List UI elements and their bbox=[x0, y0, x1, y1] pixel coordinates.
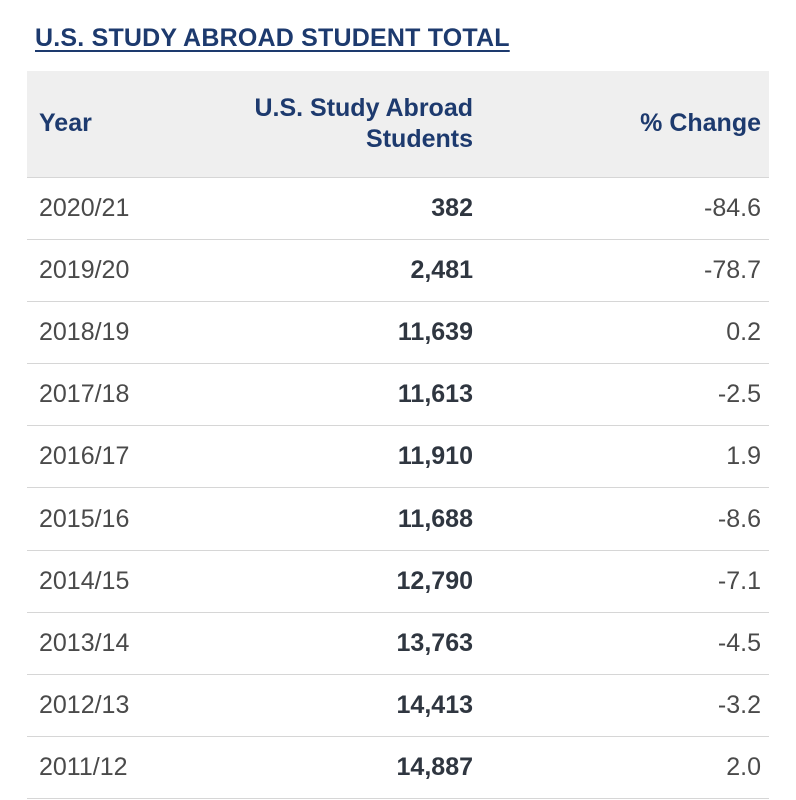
cell-change: 0.2 bbox=[475, 301, 769, 363]
cell-change: -78.7 bbox=[475, 239, 769, 301]
cell-year: 2013/14 bbox=[27, 612, 187, 674]
column-header-students-label: U.S. Study Abroad Students bbox=[254, 93, 473, 153]
cell-students: 11,613 bbox=[187, 364, 475, 426]
header-row bbox=[27, 71, 769, 177]
table-body bbox=[27, 177, 769, 799]
cell-students: 2,481 bbox=[187, 239, 475, 301]
cell-year: 2016/17 bbox=[27, 426, 187, 488]
cell-year: 2011/12 bbox=[27, 737, 187, 799]
table-header bbox=[27, 71, 769, 177]
cell-year: 2018/19 bbox=[27, 301, 187, 363]
cell-change: -4.5 bbox=[475, 612, 769, 674]
cell-students: 11,688 bbox=[187, 488, 475, 550]
cell-students: 11,910 bbox=[187, 426, 475, 488]
cell-change: -2.5 bbox=[475, 364, 769, 426]
cell-change: 2.0 bbox=[475, 737, 769, 799]
cell-change: -84.6 bbox=[475, 177, 769, 239]
cell-students: 14,413 bbox=[187, 675, 475, 737]
cell-year: 2012/13 bbox=[27, 675, 187, 737]
column-header-change: % Change bbox=[475, 71, 769, 177]
table-row bbox=[27, 426, 769, 488]
cell-year: 2015/16 bbox=[27, 488, 187, 550]
column-header-students bbox=[187, 71, 475, 177]
cell-students: 12,790 bbox=[187, 550, 475, 612]
cell-change: -8.6 bbox=[475, 488, 769, 550]
table-row bbox=[27, 612, 769, 674]
table-row bbox=[27, 488, 769, 550]
cell-year: 2020/21 bbox=[27, 177, 187, 239]
cell-students: 13,763 bbox=[187, 612, 475, 674]
table-row bbox=[27, 301, 769, 363]
cell-students: 14,887 bbox=[187, 737, 475, 799]
study-abroad-table bbox=[27, 71, 769, 799]
cell-year: 2017/18 bbox=[27, 364, 187, 426]
table-row bbox=[27, 177, 769, 239]
table-row bbox=[27, 239, 769, 301]
table-row bbox=[27, 675, 769, 737]
table-row bbox=[27, 737, 769, 799]
cell-change: -3.2 bbox=[475, 675, 769, 737]
cell-students: 382 bbox=[187, 177, 475, 239]
cell-change: -7.1 bbox=[475, 550, 769, 612]
cell-students: 11,639 bbox=[187, 301, 475, 363]
cell-year: 2019/20 bbox=[27, 239, 187, 301]
table-row bbox=[27, 550, 769, 612]
cell-year: 2014/15 bbox=[27, 550, 187, 612]
table-row bbox=[27, 364, 769, 426]
table-title: U.S. STUDY ABROAD STUDENT TOTAL bbox=[35, 24, 510, 52]
cell-change: 1.9 bbox=[475, 426, 769, 488]
column-header-year: Year bbox=[27, 71, 187, 177]
